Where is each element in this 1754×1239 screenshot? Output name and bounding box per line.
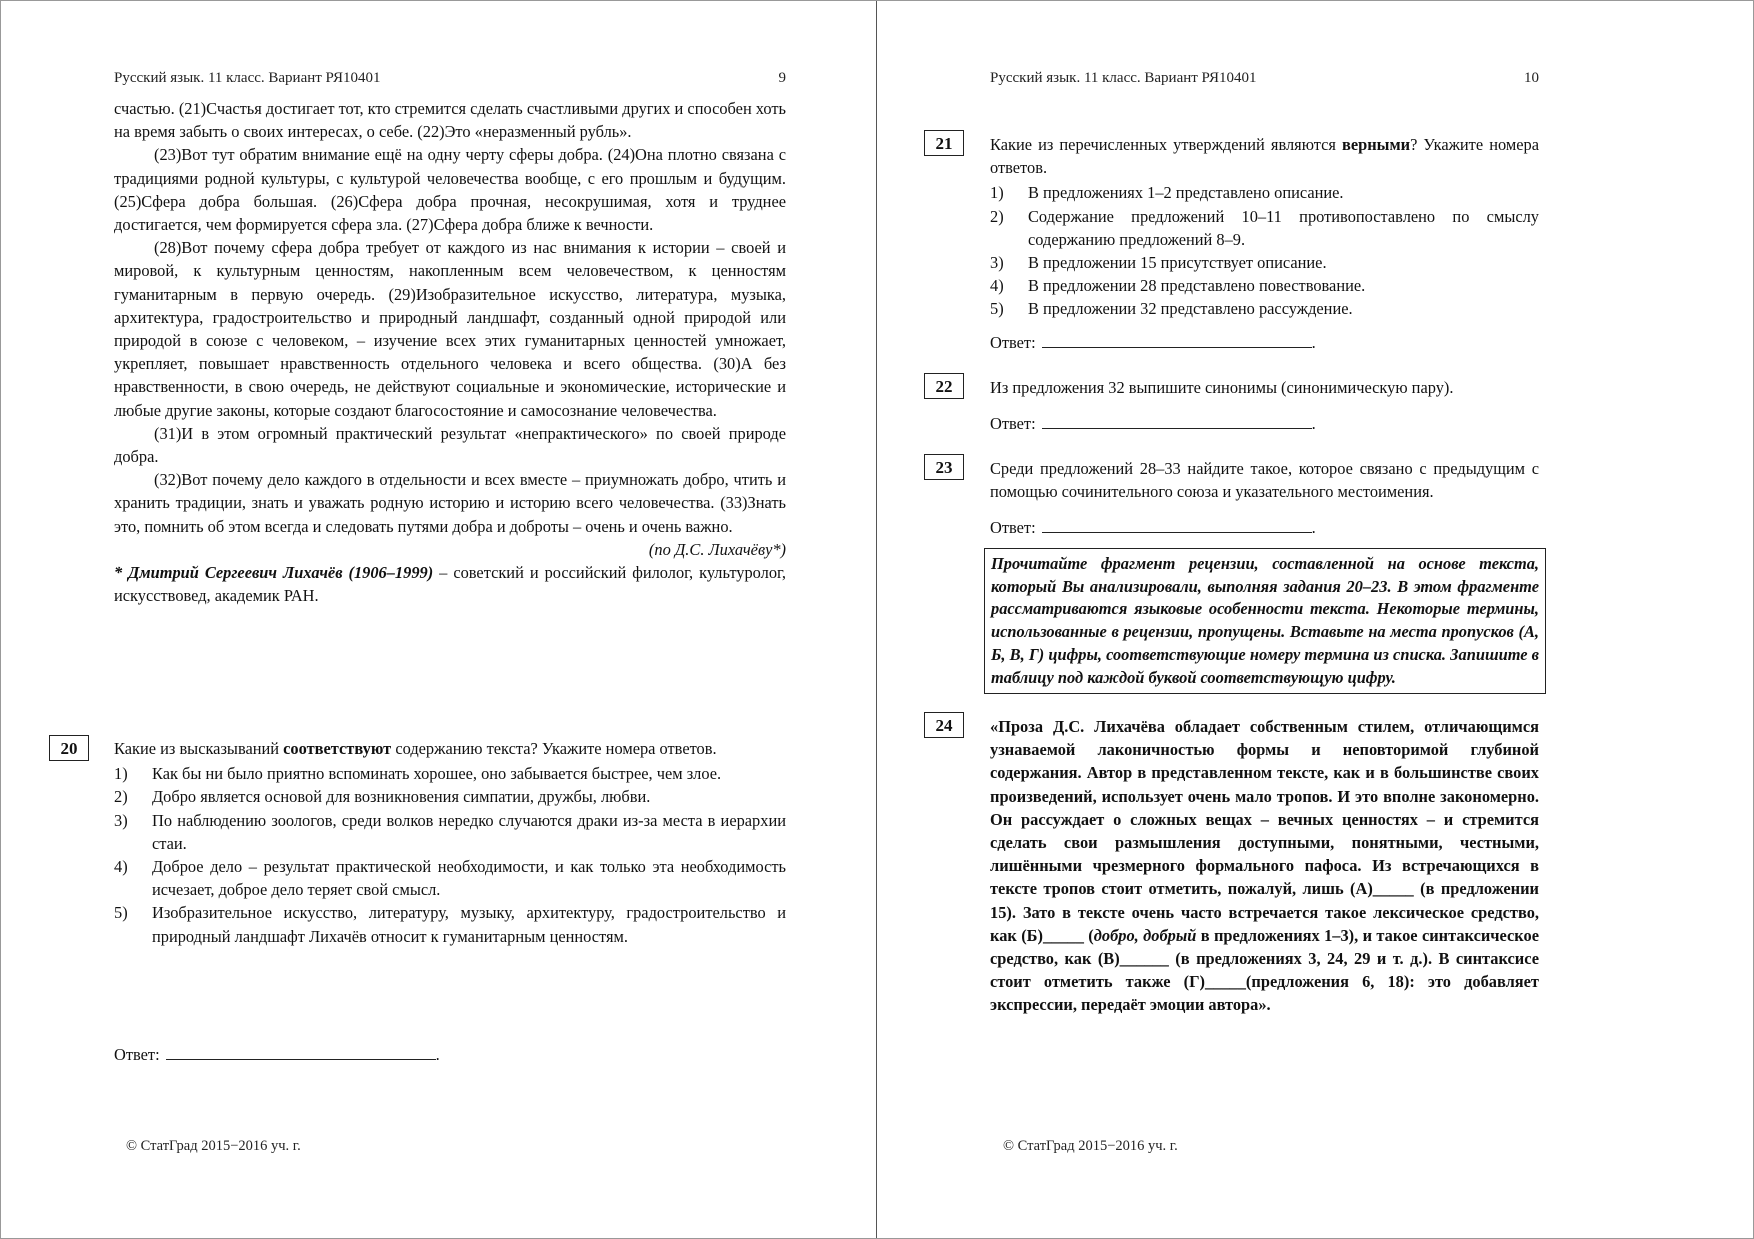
task-21 [990,133,1539,321]
task-23 [990,457,1539,503]
task-22-question: Из предложения 32 выпишите синонимы (синонимическую пару). [990,378,1454,397]
answer-label: Ответ: [114,1045,160,1064]
answer-line[interactable] [1042,414,1312,429]
option-item: 3) В предложении 15 присутствует описание. [990,253,1327,273]
option-item: 5) В предложении 32 представлено рассуждение. [990,299,1353,319]
task-number-24: 24 [924,712,964,738]
option-item: 4) В предложении 28 представлено повествование. [990,276,1366,296]
reading-text [114,97,786,607]
text-paragraph: (32)Вот почему дело каждого в отдельности и всех вместе – приумножать добро, чтить и хранить традиции, знать и уважать родную историю и историю всего человечества. (33)Знать это, помнить об этом всегда и следовать путями добра и доброты – очень и очень важно. [114,470,786,536]
option-item: 3) По наблюдению зоологов, среди волков нередко случаются драки из-за места в иерархии стаи. [114,810,786,853]
answer-field-21[interactable]: Ответ: . [990,333,1316,352]
option-item: 5) Изобразительное искусство, литературу, музыку, архитектуру, градостроительство и природный ландшафт Лихачёв относит к гуманитарным ценностям. [114,903,786,946]
text-paragraph: (23)Вот тут обратим внимание ещё на одну черту сферы добра. (24)Она плотно связана с традициями родной культуры, с культурой человечества вообще, с его прошлым и будущим. (25)Сфера добра большая. (26)Сфера добра прочная, несокрушимая, хотя и труднее достигается, чем формируется сфера зла. (27)Сфера добра ближе к вечности. [114,145,786,235]
answer-label: Ответ: [990,518,1036,537]
answer-line[interactable] [1042,333,1312,348]
task-20 [114,737,786,948]
task-number-21: 21 [924,130,964,156]
left-footer: © СтатГрад 2015−2016 уч. г. [126,1138,301,1154]
right-page [877,0,1754,1239]
task-21-question: Какие из перечисленных утверждений являются верными? Укажите номера ответов. [990,135,1539,178]
option-item: 1) В предложениях 1–2 представлено описание. [990,183,1344,203]
footnote-text: – советский и российский филолог, культуролог, искусствовед, академик РАН. [114,563,786,606]
answer-label: Ответ: [990,414,1036,433]
task-23-question: Среди предложений 28–33 найдите такое, которое связано с предыдущим с помощью сочинительного союза и указательного местоимения. [990,459,1539,502]
task-20-options [114,762,786,948]
answer-line[interactable] [166,1045,436,1060]
text-paragraph: (28)Вот почему сфера добра требует от каждого из нас внимания к истории – своей и мировой, к культурным ценностям, накопленным всем человечеством, к ценностям гуманитарным в первую очередь. (29)Изобразительное искусство, литература, музыка, архитектура, градостроительство и природный ландшафт, созданный одной природой или природой в союзе с человеком, – изучение всех этих гуманитарных ценностей умножает, укрепляет, повышает нравственность отдельного человека и всего общества. (30)А без нравственности, в свою очередь, не действуют социальные и экономические, исторические и любые другие законы, которые создают благосостояние и самосознание человечества. [114,238,786,420]
footnote [114,561,786,607]
answer-field-23[interactable]: Ответ: . [990,518,1316,537]
option-item: 4) Доброе дело – результат практической необходимости, и как только эта необходимость исчезает, доброе дело теряет свой смысл. [114,857,786,900]
answer-line[interactable] [1042,518,1312,533]
task-24-review: «Проза Д.С. Лихачёва обладает собственным стилем, отличающимся узнаваемой лаконичностью формы и неповторимой глубиной содержания. Автор в представленном тексте, как и в большинстве своих произведений, использует очень мало тропов. И это вполне закономерно. Он рассуждает о сложных вещах – вечных ценностях – и стремится сделать свои размышления доступными, понятными, честными, лишёнными чрезмерного формального пафоса. Из встречающихся в тексте тропов стоит отметить, пожалуй, лишь (А)_____ (в предложении 15). Зато в тексте очень часто встречается такое лексическое средство, как (Б)_____ (добро, добрый в предложениях 1–3), и такое синтаксическое средство, как (В)______ (в предложениях 3, 24, 29 и т. д.). В синтаксисе стоит отметить также (Г)_____(предложения 6, 18): это добавляет экспрессии, передаёт эмоции автора». [990,717,1539,1015]
page-number: 9 [778,70,786,86]
footnote-name: * Дмитрий Сергеевич Лихачёв (1906–1999) [114,563,434,583]
answer-field-22[interactable]: Ответ: . [990,414,1316,433]
answer-field-20[interactable]: Ответ: . [114,1045,440,1064]
task-21-options [990,181,1539,320]
text-paragraph: (31)И в этом огромный практический результат «непрактического» по своей природе добра. [114,423,786,467]
option-item: 2) Содержание предложений 10–11 противопоставлено по смыслу содержанию предложений 8–9. [990,206,1539,249]
header-title: Русский язык. 11 класс. Вариант РЯ10401 [114,70,381,86]
task-number-23: 23 [924,454,964,480]
instruction-box: Прочитайте фрагмент рецензии, составленной на основе текста, который Вы анализировали, выполняя задания 20–23. В этом фрагменте рассматриваются языковые особенности текста. Некоторые термины, использованные в рецензии, пропущены. Вставьте на места пропусков (А, Б, В, Г) цифры, соответствующие номеру термина из списка. Запишите в таблицу под каждой буквой соответствующую цифру. [984,548,1546,694]
option-item: 1) Как бы ни было приятно вспоминать хорошее, оно забывается быстрее, чем злое. [114,764,722,784]
text-paragraph: счастью. (21)Счастья достигает тот, кто стремится сделать счастливыми других и способен хоть на время забыть о своих интересах, о себе. (22)Это «неразменный рубль». [114,99,786,142]
right-footer: © СтатГрад 2015−2016 уч. г. [1003,1138,1178,1154]
header-title: Русский язык. 11 класс. Вариант РЯ10401 [990,70,1257,86]
task-20-question: Какие из высказываний соответствуют содержанию текста? Укажите номера ответов. [114,739,717,758]
page-number: 10 [1524,70,1539,86]
task-24-text [990,715,1539,1017]
task-number-22: 22 [924,373,964,399]
attribution: (по Д.С. Лихачёву*) [648,539,786,559]
option-item: 2) Добро является основой для возникновения симпатии, дружбы, любви. [114,787,651,807]
task-22 [990,376,1539,399]
task-number-20: 20 [49,735,89,761]
answer-label: Ответ: [990,333,1036,352]
